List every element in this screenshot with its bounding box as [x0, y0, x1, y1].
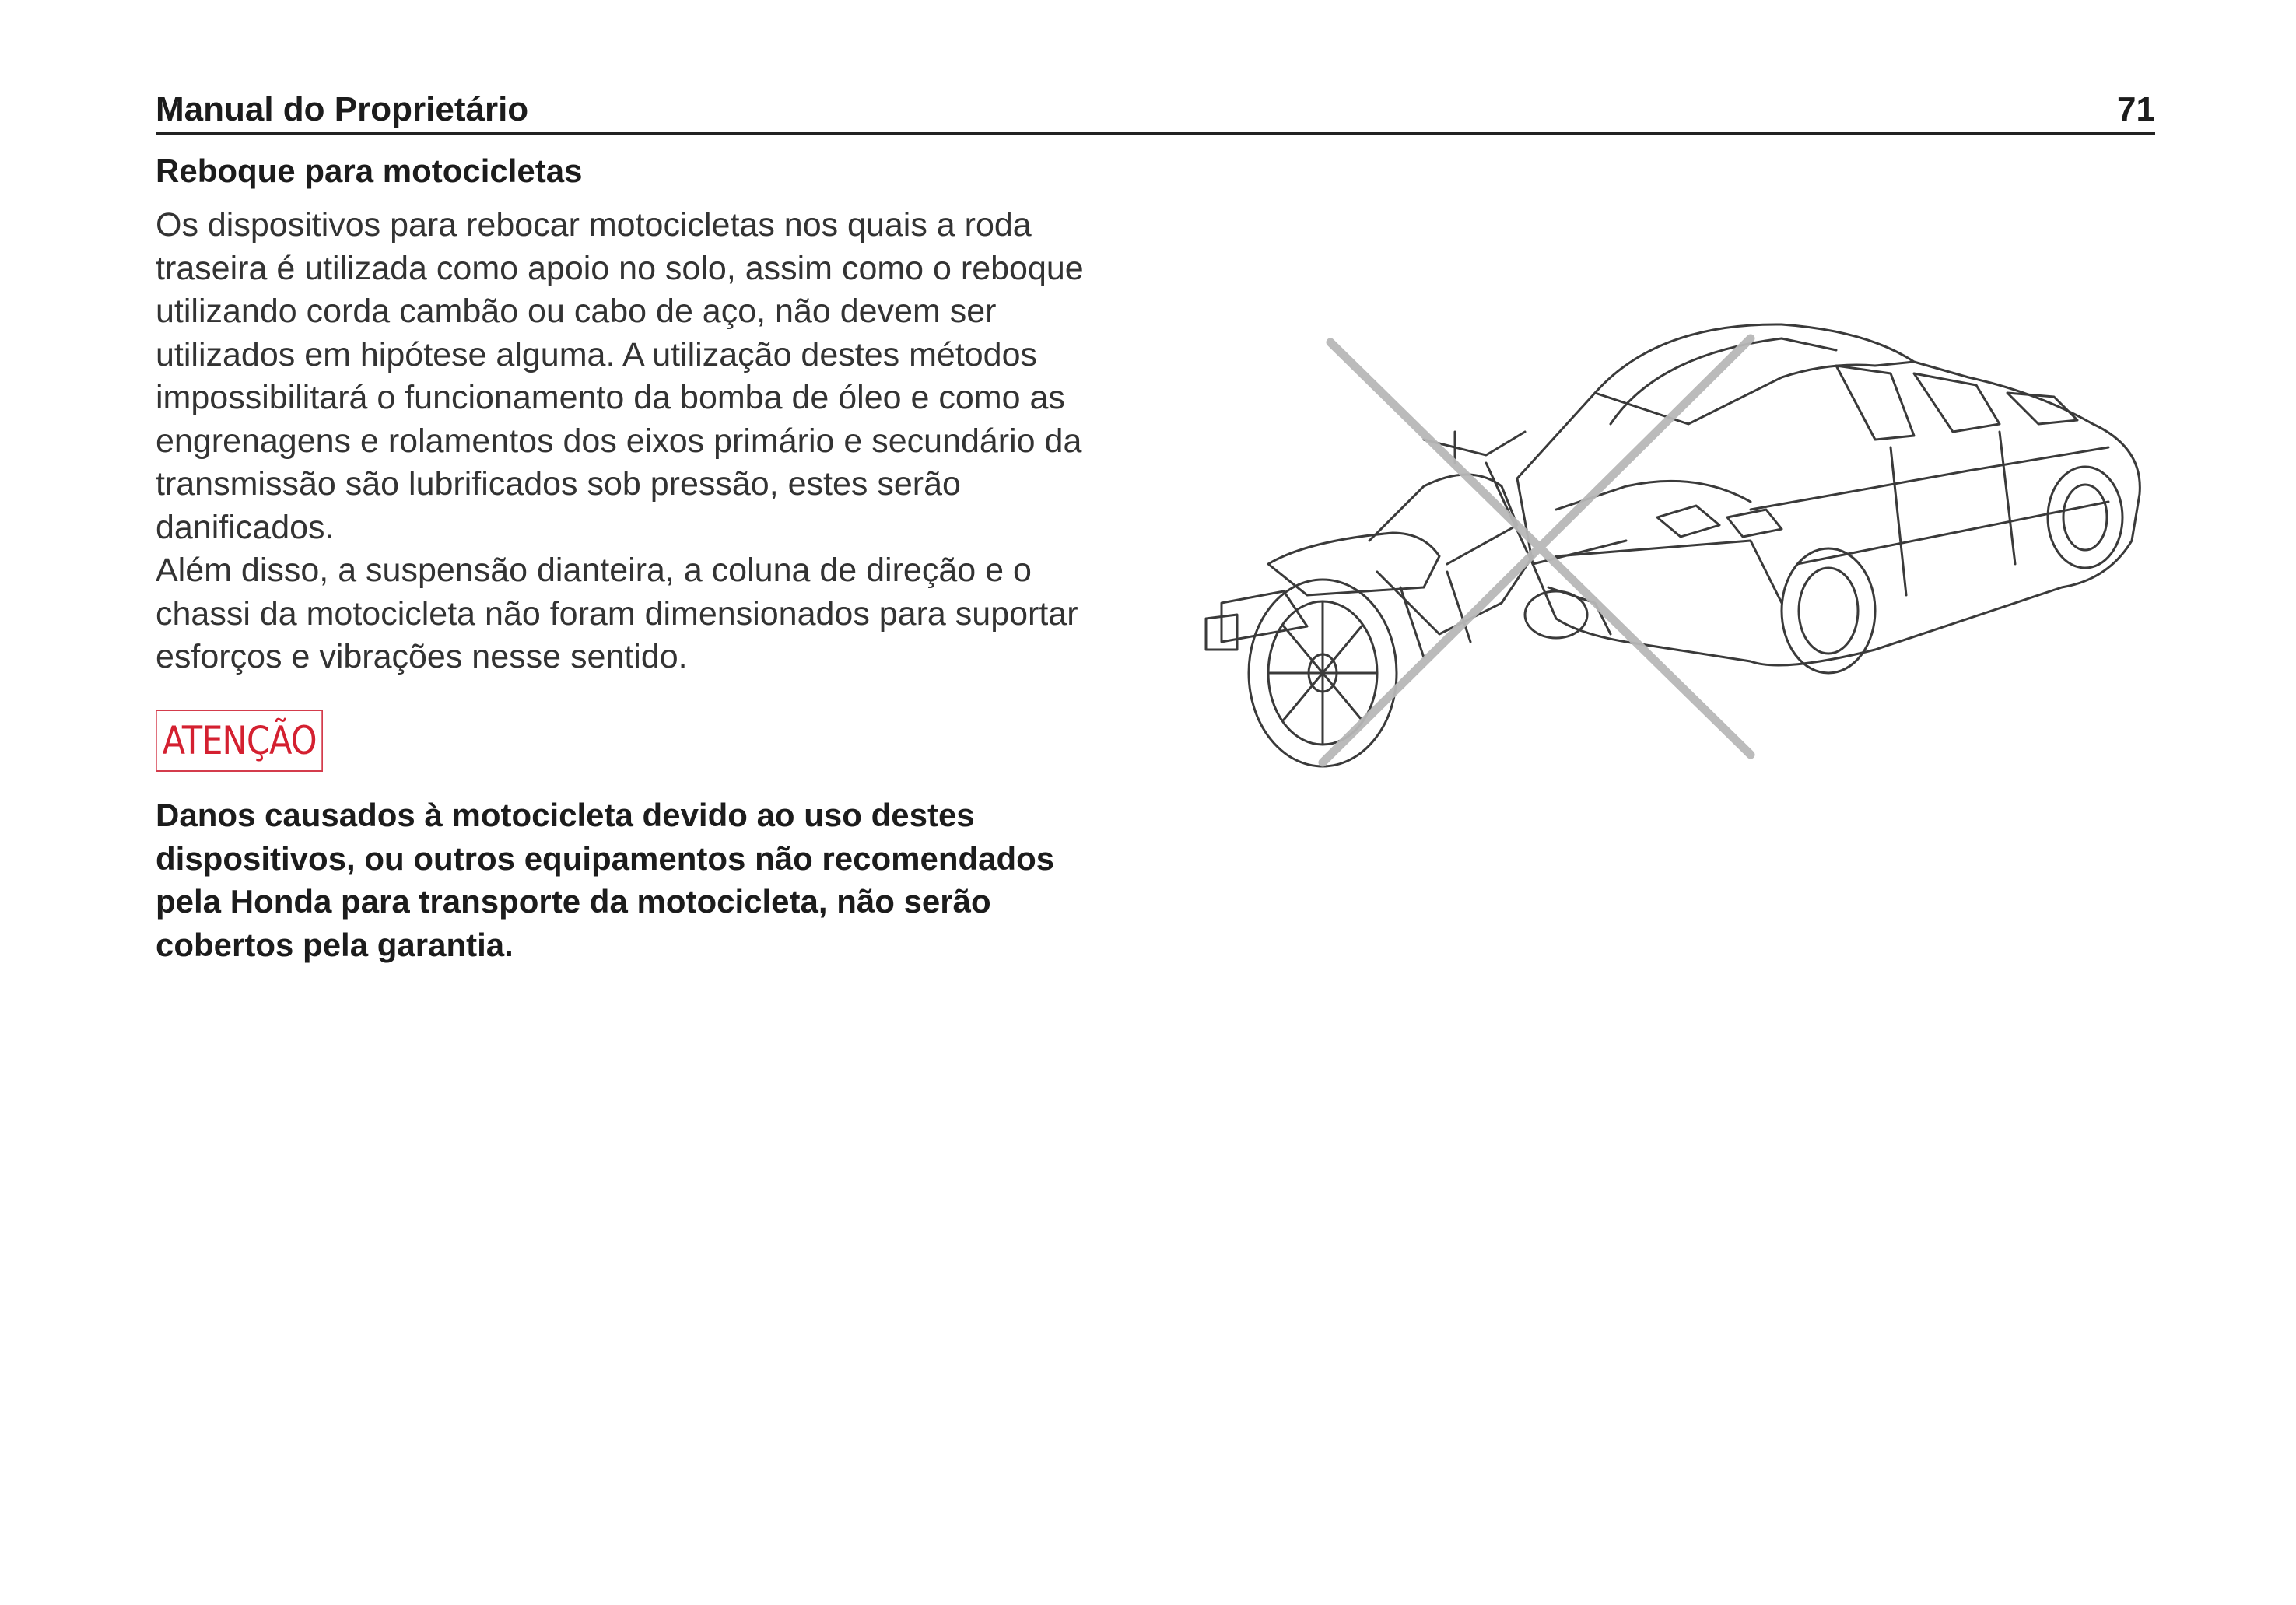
motorcycle-towing-prohibited-icon [1190, 307, 2147, 782]
body-text [156, 204, 1120, 679]
body-paragraph-1: Os dispositivos para rebocar motocicletas nos quais a roda traseira é utilizada como apoio no solo, assim como o reboque utilizando corda cambão ou cabo de aço, não devem ser utilizados em hipótese alguma. A utilização destes métodos impossibilitará o funcionamento da bomba de óleo e como as engrenagens e rolamentos dos eixos primário e secundário da transmissão são lubrificados sob pressão, estes serão danificados. [156, 206, 1084, 546]
manual-title: Manual do Proprietário [156, 90, 529, 128]
attention-label: ATENÇÃO [156, 710, 323, 772]
attention-text: Danos causados à motocicleta devido ao uso destes dispositivos, ou outros equipamentos não recomendados pela Honda para transporte da motocicleta, não serão cobertos pela garantia. [156, 797, 1055, 963]
body-paragraph-2: Além disso, a suspensão dianteira, a coluna de direção e o chassi da motocicleta não foram dimensionados para suportar esforços e vibrações nesse sentido. [156, 552, 1078, 675]
page-header [156, 84, 2155, 135]
page-number: 71 [2117, 90, 2155, 128]
section-title: Reboque para motocicletas [156, 152, 583, 189]
